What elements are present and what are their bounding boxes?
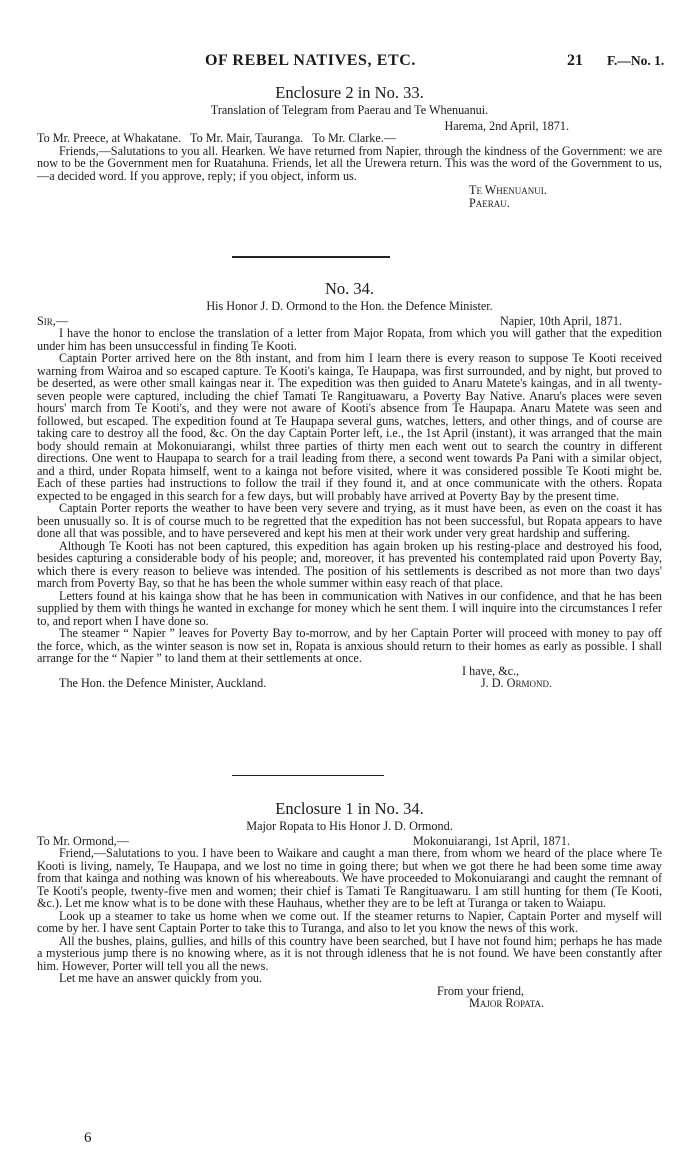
- letter-no-34: [37, 280, 662, 690]
- signatory: Te Whenuanui.: [469, 183, 547, 197]
- recipient: The Hon. the Defence Minister, Auckland.: [59, 676, 267, 690]
- enclosure-2-no-33: [37, 84, 662, 209]
- enclosure-1-no-34: [37, 800, 662, 1010]
- place-date: Harema, 2nd April, 1871.: [444, 118, 569, 133]
- signature-mark: 6: [84, 1130, 92, 1146]
- place-date: Napier, 10th April, 1871.: [499, 313, 622, 328]
- place-date: Mokonuiarangi, 1st April, 1871.: [412, 833, 570, 848]
- section-subheading: Translation of Telegram from Paerau and Te Whenuanui.: [210, 103, 489, 117]
- paragraph: Captain Porter arrived here on the 8th instant, and from him I learn there is every reason to suppose Te Kooti received warning from Wairoa and so escaped capture. Te Kooti's kainga, Te Haupapa, was first surrounded, and by night, but proved to be deserted, as were other small kaingas near it. The expedition was then guided to Anaru Matete's kaingas, and in all twenty-seven people were captured, including the chief Tamati Te Rangituawaru, a Poverty Bay Native. Anaru's places were seven hours' march from Te Kooti's, and they were not aware of Kooti's absence from Te Haupapa. Anaru Matete was seen and followed, but escaped. The expedition found at Te Haupapa several guns, watches, letters, and other things, and of course are taking care to destroy all the food, &c. On the day Captain Porter left, i.e., the 1st April (instant), it was arranged that the main body should remain at Mokonuiarangi, whilst three parties of thirty men each went out to search the country in different directions. One went to Haupapa to search for a trail leading from there, a second went towards Pa Pani with a similar object, and a third, under Ropata himself, went to a kainga not before visited, where it was considered possible Te Kooti might be. Each of these parties had instructions to follow the trail if they found it, and at once communicate with the others. Ropata expected to be engaged in this search for a few days, but will probably have arrived at Poverty Bay by the present time.: [37, 351, 662, 503]
- paragraph: Let me have an answer quickly from you.: [59, 971, 263, 985]
- signature: J. D. Ormond.: [480, 676, 552, 690]
- addressees: To Mr. Preece, at Whakatane. To Mr. Mair, Tauranga. To Mr. Clarke.—: [37, 131, 397, 145]
- salutation: Sir,—: [37, 313, 69, 328]
- section-heading: No. 34.: [324, 279, 375, 298]
- paragraph: Although Te Kooti has not been captured, this expedition has again broken up his resting-place and destroyed his food, besides capturing a considerable body of his people; and, moreover, it has prevented his contemplated raid upon Poverty Bay, which there is every reason to believe was intended. The position of his settlements is described as not more than two days' march from Poverty Bay, so that he has been the whole summer within easy reach of that place.: [37, 538, 662, 590]
- paper-reference: F.—No. 1.: [607, 53, 665, 68]
- paragraph: The steamer “ Napier ” leaves for Poverty Bay to-morrow, and by her Captain Porter will proceed with money to pay off the force, which, as the winter season is now set in, Ropata is anxious should return to their homes as early as possible. I shall arrange for the “ Napier ” to land them at their settlements at once.: [37, 626, 662, 665]
- section-divider: [232, 256, 390, 258]
- paragraph: Look up a steamer to take us home when we come out. If the steamer returns to Napier, Captain Porter and myself will come by her. I have sent Captain Porter to take this to Turanga, and also to let you know the news of this work.: [37, 908, 662, 935]
- paragraph: I have the honor to enclose the translation of a letter from Major Ropata, from which you will gather that the expedition under him has been unsuccessful in finding Te Kooti.: [37, 326, 662, 353]
- paragraph: Letters found at his kainga show that he has been in communication with Natives in our confidence, and that he has been supplied by them with things he wanted in exchange for money which he sent them. I will inquire into the circumstances I refer to, and report when I have done so.: [37, 588, 662, 628]
- running-header: [0, 52, 700, 72]
- paragraph: All the bushes, plains, gullies, and hills of this country have been searched, but I have not found him; perhaps he has made a mysterious jump there is no knowing where, as it is not through idleness that he is not found. We have been constantly after him. However, Porter will tell you all the news.: [37, 933, 662, 973]
- page-number: 21: [567, 52, 583, 69]
- telegram-body: Friends,—Salutations to you all. Hearken. We have returned from Napier, through the kindness of the Government: we are now to be the Government men for Ruatahuna. Friends, let all the Urewera return. This was the word of the Government to us,—a decided word. If you approve, reply; if you object, inform us.: [37, 143, 662, 183]
- signatory: Paerau.: [469, 195, 510, 210]
- header-title: OF REBEL NATIVES, ETC.: [205, 52, 417, 69]
- paragraph: Captain Porter reports the weather to have been very severe and trying, as it must have been, as even on the coast it has been unusually so. It is of course much to be regretted that the expedition has not been successful, but Ropata appears to have done all that was possible, and to have persevered and kept his men at their work under very great hardship and suffering.: [37, 501, 662, 540]
- closing: I have, &c.,: [462, 663, 520, 678]
- paragraph: Friend,—Salutations to you. I have been to Waikare and caught a man there, from whom we heard of the place where Te Kooti is living, namely, Te Haupapa, and we lost no time in going there; but when we got there he had been some time away from that kainga and nothing was known of his whereabouts. We have proceeded to Mokonuiarangi and caught the remnant of Te Kooti's people, twenty-five men and women; their chief is Tamati Te Rangituawaru. I am still hunting for them (Te Kooti, &c.). Let me know what is to be done with these Hauhaus, whether they are to be left at Turanga or taken to Waiapu.: [37, 846, 662, 910]
- section-heading: Enclosure 1 in No. 34.: [275, 799, 424, 818]
- closing: From your friend,: [437, 983, 524, 998]
- section-subheading: Major Ropata to His Honor J. D. Ormond.: [246, 819, 453, 833]
- section-divider: [232, 775, 384, 776]
- addressee: To Mr. Ormond,—: [37, 833, 129, 848]
- signature: Major Ropata.: [469, 996, 545, 1010]
- section-subheading: His Honor J. D. Ormond to the Hon. the Defence Minister.: [206, 299, 493, 313]
- section-heading: Enclosure 2 in No. 33.: [275, 83, 424, 102]
